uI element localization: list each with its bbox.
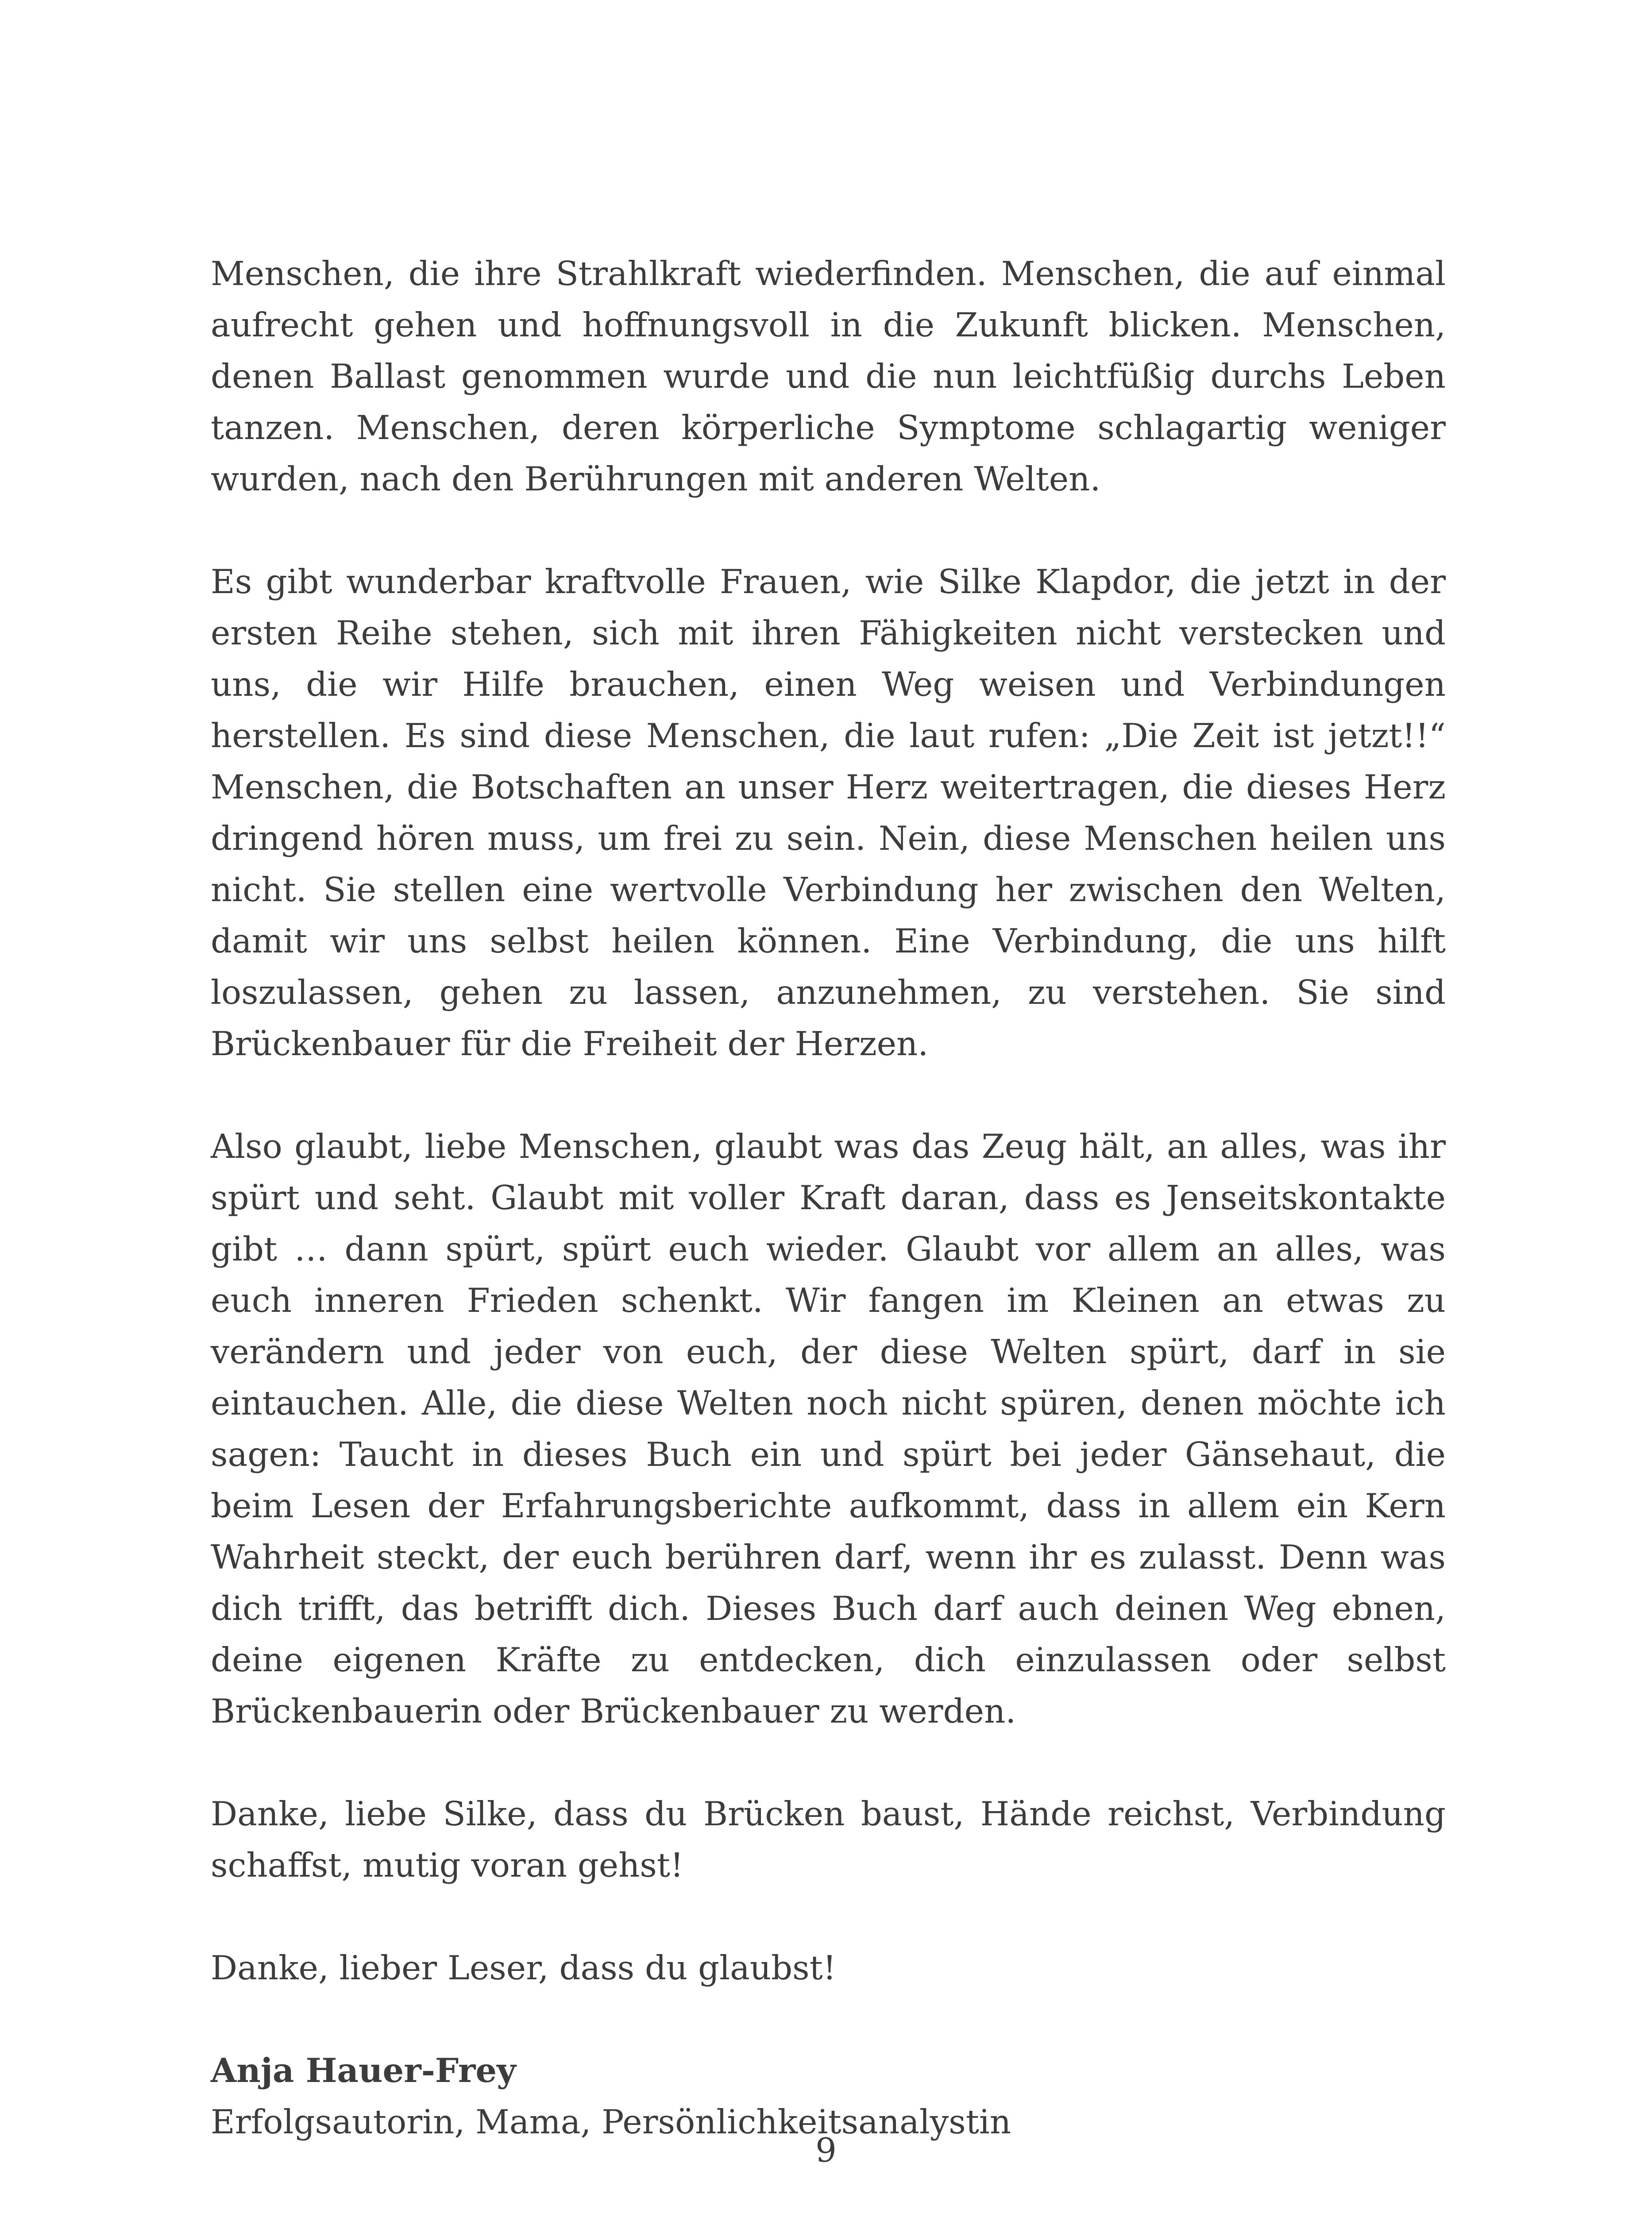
page-number: 9 bbox=[815, 2131, 837, 2170]
author-name: Anja Hauer-Frey bbox=[211, 2051, 516, 2090]
paragraph-4: Danke, liebe Silke, dass du Brücken baust, Hände reichst, Verbindung schaffst, mutig voran gehst! bbox=[211, 1794, 1446, 1885]
page-body bbox=[211, 248, 1446, 2147]
paragraph-3: Also glaubt, liebe Menschen, glaubt was das Zeug hält, an alles, was ihr spürt und seht. Glaubt mit voller Kraft daran, dass es Jenseitskontakte gibt … dann spürt, spürt euch wieder. Glaubt vor allem an alles, was euch inneren Frieden schenkt. Wir fangen im Kleinen an etwas zu verändern und jeder von euch, der diese Welten spürt, darf in sie eintauchen. Alle, die diese Welten noch nicht spüren, denen möchte ich sagen: Taucht in dieses Buch ein und spürt bei jeder Gänsehaut, die beim Lesen der Erfahrungsberichte aufkommt, dass in allem ein Kern Wahrheit steckt, der euch berühren darf, wenn ihr es zulasst. Denn was dich trifft, das betrifft dich. Dieses Buch darf auch deinen Weg ebnen, deine eigenen Kräfte zu entdecken, dich einzulassen oder selbst Brückenbauerin oder Brückenbauer zu werden. bbox=[211, 1127, 1446, 1731]
paragraph-1: Menschen, die ihre Strahlkraft wiederfinden. Menschen, die auf einmal aufrecht gehen und hoffnungsvoll in die Zukunft blicken. Menschen, denen Ballast genommen wurde und die nun leichtfüßig durchs Leben tanzen. Menschen, deren körperliche Symptome schlagartig weniger wurden, nach den Berührungen mit anderen Welten. bbox=[211, 254, 1446, 498]
paragraph-5: Danke, lieber Leser, dass du glaubst! bbox=[211, 1948, 836, 1987]
author-role: Erfolgsautorin, Mama, Persönlichkeitsanalystin bbox=[211, 2102, 1011, 2141]
paragraph-2: Es gibt wunderbar kraftvolle Frauen, wie Silke Klapdor, die jetzt in der ersten Reihe stehen, sich mit ihren Fähigkeiten nicht verstecken und uns, die wir Hilfe brauchen, einen Weg weisen und Verbindungen herstellen. Es sind diese Menschen, die laut rufen: „Die Zeit ist jetzt!!“ Menschen, die Botschaften an unser Herz weitertragen, die dieses Herz dringend hören muss, um frei zu sein. Nein, diese Menschen heilen uns nicht. Sie stellen eine wertvolle Verbindung her zwischen den Welten, damit wir uns selbst heilen können. Eine Verbindung, die uns hilft loszulassen, gehen zu lassen, anzunehmen, zu verstehen. Sie sind Brückenbauer für die Freiheit der Herzen. bbox=[211, 562, 1446, 1063]
